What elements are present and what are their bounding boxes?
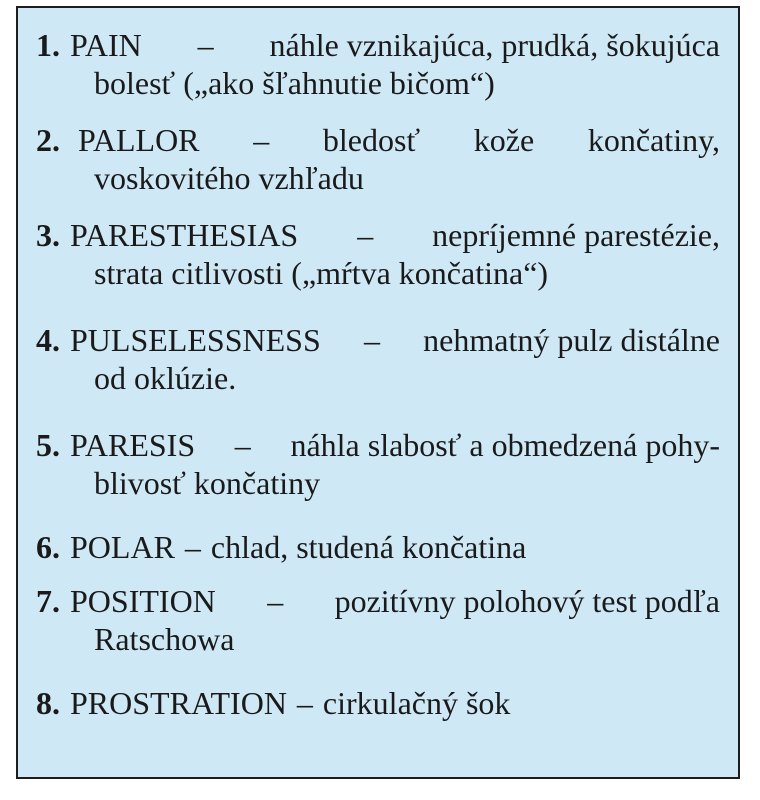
item-number: 8. [36, 685, 60, 721]
item-term: PROSTRATION [70, 685, 287, 721]
item-dash: – [357, 217, 374, 253]
item-number: 2. [36, 122, 60, 158]
list-item-polar [36, 528, 720, 566]
item-continuation: strata citlivosti („mŕtva končatina“) [94, 255, 549, 291]
item-description: nepríjemné parestézie, [432, 217, 720, 253]
item-description-word: končatiny, [587, 122, 720, 158]
item-continuation: Ratschowa [94, 621, 235, 657]
item-description-word: bledosť [322, 122, 421, 158]
list-item-pulselessness [36, 321, 720, 397]
item-description: nehmatný pulz distálne [423, 322, 720, 358]
item-dash: – [234, 427, 251, 463]
list-item-position [36, 582, 720, 658]
item-line-1 [36, 426, 720, 464]
item-continuation: voskovitého vzhľadu [94, 160, 364, 196]
item-dash: – [363, 322, 380, 358]
item-line-1 [36, 528, 720, 566]
item-continuation: bolesť („ako šľahnutie bičom“) [94, 65, 495, 101]
criteria-box [16, 6, 740, 779]
list-item-prostration [36, 684, 720, 722]
item-dash: – [267, 583, 284, 619]
list-item-paresthesias [36, 216, 720, 292]
item-description: chlad, studená končatina [210, 529, 527, 565]
list-item-pallor [36, 121, 720, 197]
item-continuation: od oklúzie. [94, 360, 237, 396]
item-description-word: kože [473, 122, 535, 158]
item-term: PARESIS [70, 427, 196, 463]
item-number: 6. [36, 529, 60, 565]
item-description: cirkulačný šok [322, 685, 511, 721]
item-description: náhla slabosť a obmedzená pohy- [290, 427, 720, 463]
item-description: náhle vznikajúca, prudká, šokujúca [269, 27, 720, 63]
item-term: POLAR [70, 529, 175, 565]
item-number: 5. [36, 427, 60, 463]
item-continuation: blivosť končatiny [94, 465, 321, 501]
item-number: 1. [36, 27, 60, 63]
item-line-1 [36, 121, 720, 159]
item-line-1 [36, 216, 720, 254]
item-description: pozitívny polohový test podľa [334, 583, 720, 619]
item-term: PULSELESSNESS [70, 322, 321, 358]
item-term: PARESTHESIAS [70, 217, 299, 253]
item-number: 3. [36, 217, 60, 253]
item-dash: – [253, 122, 270, 158]
item-dash: – [184, 529, 201, 565]
item-term: PAIN [70, 27, 142, 63]
item-dash: – [197, 27, 214, 63]
list-item-pain [36, 26, 720, 102]
item-term: PALLOR [78, 122, 200, 158]
item-term: POSITION [70, 583, 216, 619]
item-line-1 [36, 684, 720, 722]
item-line-1 [36, 321, 720, 359]
item-line-1 [36, 26, 720, 64]
list-item-paresis [36, 426, 720, 502]
item-dash: – [296, 685, 313, 721]
item-line-1 [36, 582, 720, 620]
item-number: 4. [36, 322, 60, 358]
item-number: 7. [36, 583, 60, 619]
